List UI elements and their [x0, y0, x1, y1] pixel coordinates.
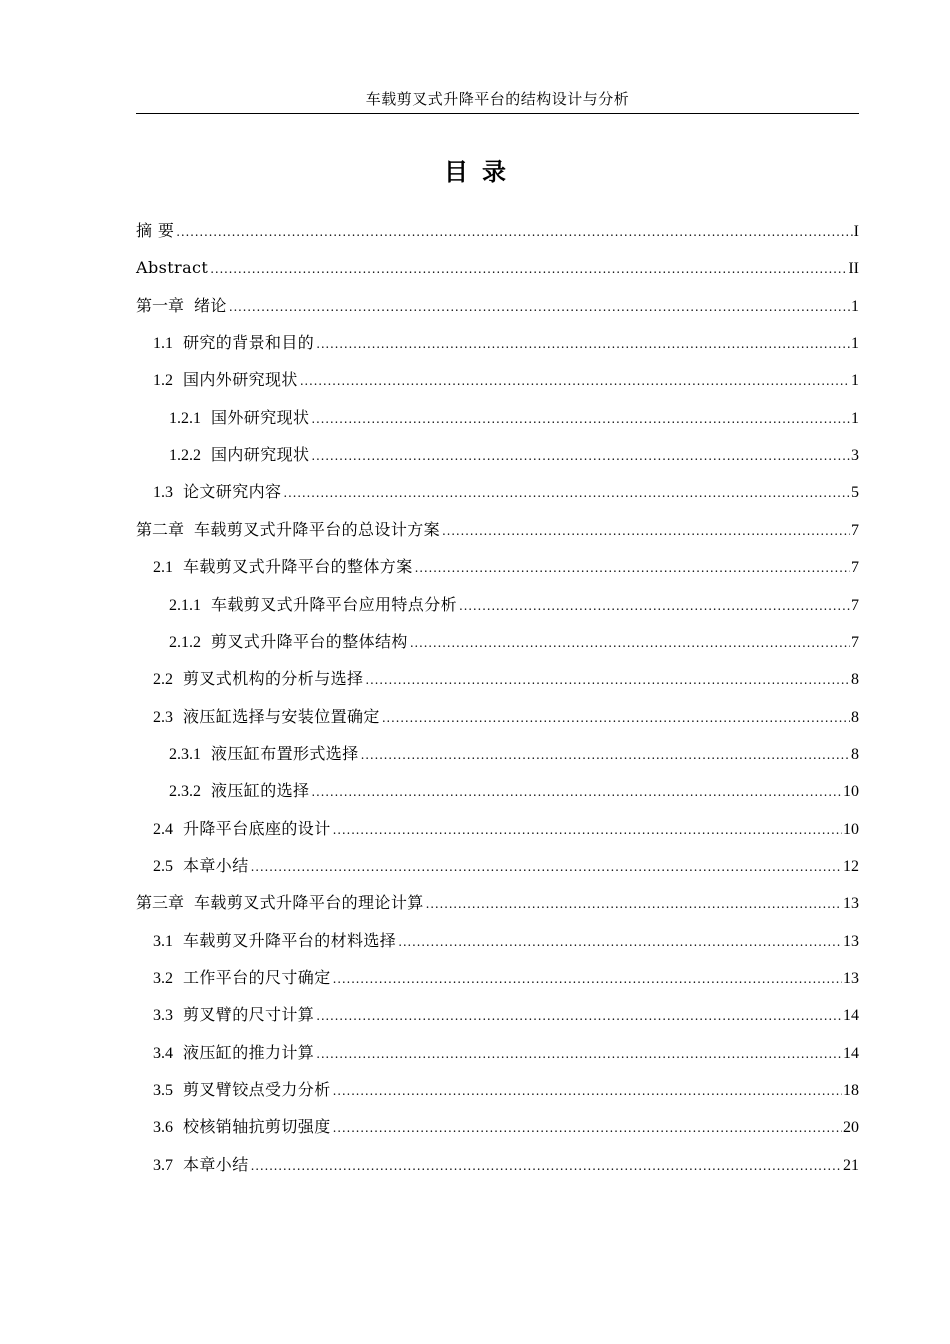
toc-entry-title: 国外研究现状: [211, 407, 310, 427]
toc-entry-page-number: 13: [843, 895, 859, 913]
toc-entry-title: 本章小结: [183, 1154, 249, 1174]
toc-entry-title: 剪叉臂的尺寸计算: [183, 1005, 315, 1025]
toc-entry-number: 2.3: [153, 708, 173, 726]
toc-entry-page-number: 8: [851, 671, 859, 689]
toc-entry-page-number: 7: [851, 596, 859, 614]
toc-entry[interactable]: [136, 704, 859, 730]
toc-entry[interactable]: [136, 666, 859, 692]
toc-entry-title: 剪叉式机构的分析与选择: [183, 669, 364, 689]
toc-entry-title: 绪论: [194, 295, 227, 315]
toc-entry-number: 3.7: [153, 1156, 173, 1174]
toc-entry-number: 2.3.1: [169, 745, 201, 763]
toc-dot-leader: [316, 1041, 842, 1067]
toc-entry-number: 1.2: [153, 372, 173, 390]
toc-entry-number: 2.2: [153, 671, 173, 689]
toc-entry-page-number: 1: [851, 297, 859, 315]
toc-entry-number: 2.5: [153, 858, 173, 875]
toc-dot-leader: [410, 630, 850, 656]
toc-entry-page-number: 21: [843, 1156, 859, 1174]
toc-entry-page-number: 7: [851, 559, 859, 577]
toc-entry[interactable]: [136, 1077, 859, 1103]
toc-entry-title: 论文研究内容: [183, 482, 282, 502]
toc-dot-leader: [283, 480, 850, 506]
toc-entry-page-number: I: [853, 223, 859, 240]
toc-title: 目录: [444, 157, 520, 186]
toc-entry[interactable]: [136, 405, 859, 431]
toc-entry[interactable]: [136, 293, 859, 319]
toc-dot-leader: [311, 443, 850, 469]
toc-entry[interactable]: [136, 778, 859, 804]
toc-entry[interactable]: [136, 853, 859, 879]
toc-entry-page-number: 12: [843, 858, 859, 875]
toc-dot-leader: [333, 1078, 842, 1104]
toc-dot-leader: [210, 256, 847, 282]
toc-entry[interactable]: [136, 816, 859, 842]
toc-entry-title: 国内研究现状: [211, 445, 310, 465]
toc-entry-page-number: 20: [843, 1119, 859, 1137]
toc-entry-number: 3.2: [153, 970, 173, 987]
toc-entry-number: 1.2.2: [169, 447, 201, 465]
toc-entry[interactable]: [136, 218, 859, 244]
toc-entry-page-number: 14: [843, 1007, 859, 1025]
toc-entry-page-number: 1: [851, 409, 859, 427]
toc-entry-page-number: 3: [851, 447, 859, 465]
toc-dot-leader: [398, 929, 842, 955]
toc-dot-leader: [333, 817, 842, 843]
toc-entry[interactable]: [136, 442, 859, 468]
toc-entry-page-number: 10: [843, 783, 859, 801]
toc-entry-number: 2.1: [153, 559, 173, 577]
toc-entry-title: 校核销轴抗剪切强度: [183, 1117, 331, 1137]
toc-dot-leader: [251, 854, 842, 880]
toc-entry-title: 液压缸选择与安装位置确定: [183, 706, 380, 726]
toc-entry-page-number: 7: [851, 633, 859, 651]
toc-entry-number: 3.3: [153, 1007, 173, 1025]
toc-entry-title: 车载剪叉式升降平台应用特点分析: [211, 594, 458, 614]
toc-entry[interactable]: [136, 592, 859, 618]
toc-entry[interactable]: [136, 629, 859, 655]
toc-entry-number: 2.1.2: [169, 633, 201, 651]
toc-dot-leader: [176, 219, 852, 245]
toc-entry-page-number: 14: [843, 1044, 859, 1062]
toc-entry-title: 本章小结: [183, 856, 249, 875]
toc-entry-number: 1.2.1: [169, 409, 201, 427]
toc-entry-title: 液压缸布置形式选择: [211, 743, 359, 763]
toc-dot-leader: [382, 705, 850, 731]
toc-entry-page-number: 13: [843, 932, 859, 950]
toc-dot-leader: [333, 966, 842, 992]
toc-entry-number: 第一章: [136, 297, 185, 315]
toc-entry[interactable]: [136, 479, 859, 505]
toc-entry[interactable]: [136, 965, 859, 991]
toc-dot-leader: [229, 294, 850, 320]
toc-entry-page-number: 1: [851, 335, 859, 353]
toc-entry[interactable]: [136, 1040, 859, 1066]
toc-dot-leader: [365, 667, 850, 693]
toc-dot-leader: [459, 593, 850, 619]
toc-entry-title: 车载剪叉式升降平台的理论计算: [194, 893, 424, 913]
toc-entry-number: 3.5: [153, 1082, 173, 1100]
toc-entry[interactable]: [136, 367, 859, 393]
toc-entry-page-number: 1: [851, 372, 859, 390]
toc-entry-number: 2.1.1: [169, 596, 201, 614]
toc-entry-page-number: 7: [851, 521, 859, 539]
toc-entry-number: 3.6: [153, 1119, 173, 1137]
toc-entry-title: 摘 要: [136, 221, 175, 240]
toc-dot-leader: [300, 368, 850, 394]
toc-dot-leader: [361, 742, 850, 768]
toc-entry-page-number: 8: [851, 745, 859, 763]
toc-entry[interactable]: [136, 517, 859, 543]
running-header: 车载剪叉式升降平台的结构设计与分析: [365, 90, 630, 108]
toc-entry-title: 车载剪叉式升降平台的整体方案: [183, 557, 413, 577]
toc-entry-title: 液压缸的选择: [211, 781, 310, 801]
toc-dot-leader: [426, 891, 842, 917]
toc-entry-number: 2.3.2: [169, 783, 201, 801]
toc-dot-leader: [251, 1153, 842, 1179]
toc-entry-page-number: II: [848, 260, 859, 278]
toc-dot-leader: [415, 555, 850, 581]
toc-entry-number: 2.4: [153, 820, 173, 838]
toc-entry-page-number: 18: [843, 1082, 859, 1100]
toc-entry-number: 3.4: [153, 1044, 173, 1062]
toc-dot-leader: [333, 1115, 842, 1141]
toc-entry[interactable]: [136, 330, 859, 356]
toc-dot-leader: [311, 779, 842, 805]
toc-entry-title: 车载剪叉升降平台的材料选择: [183, 930, 397, 950]
toc-dot-leader: [316, 1003, 842, 1029]
toc-entry-title: 液压缸的推力计算: [183, 1042, 315, 1062]
toc-entry[interactable]: [136, 554, 859, 580]
toc-entry-page-number: 10: [843, 820, 859, 838]
toc-entry-number: 1.1: [153, 335, 173, 353]
toc-entry-title: Abstract: [136, 258, 209, 278]
toc-dot-leader: [442, 518, 850, 544]
toc-entry-page-number: 5: [851, 484, 859, 502]
toc-entry[interactable]: [136, 1002, 859, 1028]
toc-entry-title: 升降平台底座的设计: [183, 818, 331, 838]
toc-entry-page-number: 8: [851, 708, 859, 726]
toc-dot-leader: [311, 406, 850, 432]
toc-entry-number: 第三章: [136, 895, 185, 913]
toc-entry[interactable]: [136, 890, 859, 916]
header-rule: [136, 113, 859, 114]
toc-entry[interactable]: [136, 1114, 859, 1140]
toc-entry-title: 剪叉式升降平台的整体结构: [211, 631, 408, 651]
toc-entry-title: 剪叉臂铰点受力分析: [183, 1080, 331, 1100]
toc-entry[interactable]: [136, 741, 859, 767]
toc-dot-leader: [316, 331, 850, 357]
toc-entry-title: 研究的背景和目的: [183, 333, 315, 353]
toc-entry[interactable]: [136, 255, 859, 281]
toc-entry-page-number: 13: [843, 970, 859, 987]
toc-entry-number: 1.3: [153, 484, 173, 502]
toc-entry-number: 3.1: [153, 932, 173, 950]
toc-entry-title: 国内外研究现状: [183, 370, 298, 390]
toc-entry[interactable]: [136, 928, 859, 954]
toc-entry-number: 第二章: [136, 521, 185, 539]
toc-entry[interactable]: [136, 1152, 859, 1178]
toc-entry-title: 工作平台的尺寸确定: [183, 968, 331, 987]
toc-entry-title: 车载剪叉式升降平台的总设计方案: [194, 519, 441, 539]
